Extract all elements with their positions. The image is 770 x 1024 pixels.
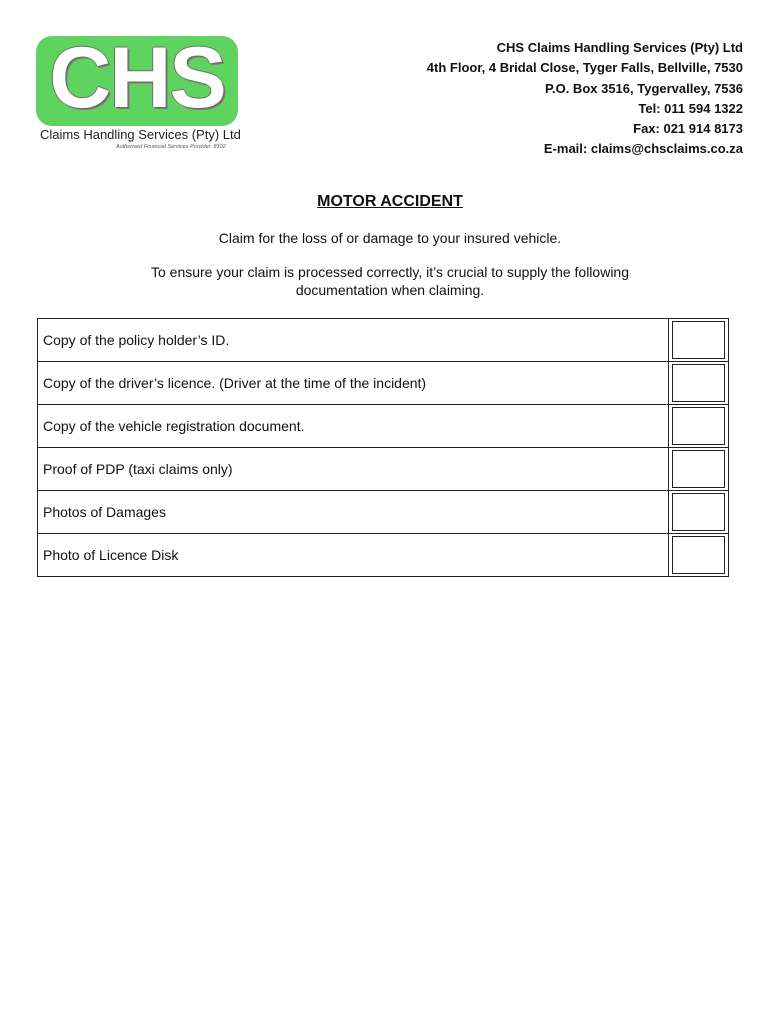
company-details (427, 38, 743, 160)
company-fax: Fax: 021 914 8173 (633, 121, 743, 137)
logo-company-name: Claims Handling Services (Pty) Ltd (40, 127, 241, 142)
company-email: E-mail: claims@chsclaims.co.za (543, 141, 743, 157)
checklist-row (38, 405, 729, 448)
checklist-checkbox[interactable] (672, 321, 725, 359)
checklist-item-label: Copy of the vehicle registration document. (38, 405, 669, 448)
checklist-item-label: Copy of the driver’s licence. (Driver at the time of the incident) (38, 362, 669, 405)
checklist-checkbox[interactable] (672, 536, 725, 574)
checklist-row (38, 448, 729, 491)
logo-tagline: Authorised Financial Services Provider: 8102 (116, 144, 226, 150)
company-telephone: Tel: 011 594 1322 (638, 100, 743, 116)
form-instruction-text: To ensure your claim is processed correctly, it’s crucial to supply the following documentation when claiming. (150, 264, 630, 298)
checklist-checkbox[interactable] (672, 450, 725, 488)
company-street-address: 4th Floor, 4 Bridal Close, Tyger Falls, Bellville, 7530 (426, 60, 743, 76)
checklist-row (38, 491, 729, 534)
checklist-item-label: Photos of Damages (38, 491, 669, 534)
form-intro: Claim for the loss of or damage to your insured vehicle. (218, 230, 562, 246)
checklist-checkbox[interactable] (672, 407, 725, 445)
company-postal-address: P.O. Box 3516, Tygervalley, 7536 (544, 80, 743, 96)
documentation-checklist (37, 318, 729, 577)
form-title: MOTOR ACCIDENT (317, 193, 463, 210)
checklist-row (38, 319, 729, 362)
checklist-checkbox[interactable] (672, 364, 725, 402)
form-instruction (0, 263, 770, 299)
checklist-checkbox[interactable] (672, 493, 725, 531)
checklist-item-label: Proof of PDP (taxi claims only) (38, 448, 669, 491)
company-logo (36, 30, 241, 154)
checklist-item-label: Copy of the policy holder’s ID. (38, 319, 669, 362)
checklist-row (38, 534, 729, 577)
company-name: CHS Claims Handling Services (Pty) Ltd (496, 40, 743, 55)
checklist-row (38, 362, 729, 405)
checklist-item-label: Photo of Licence Disk (38, 534, 669, 577)
logo-letters: CHS (49, 30, 225, 126)
